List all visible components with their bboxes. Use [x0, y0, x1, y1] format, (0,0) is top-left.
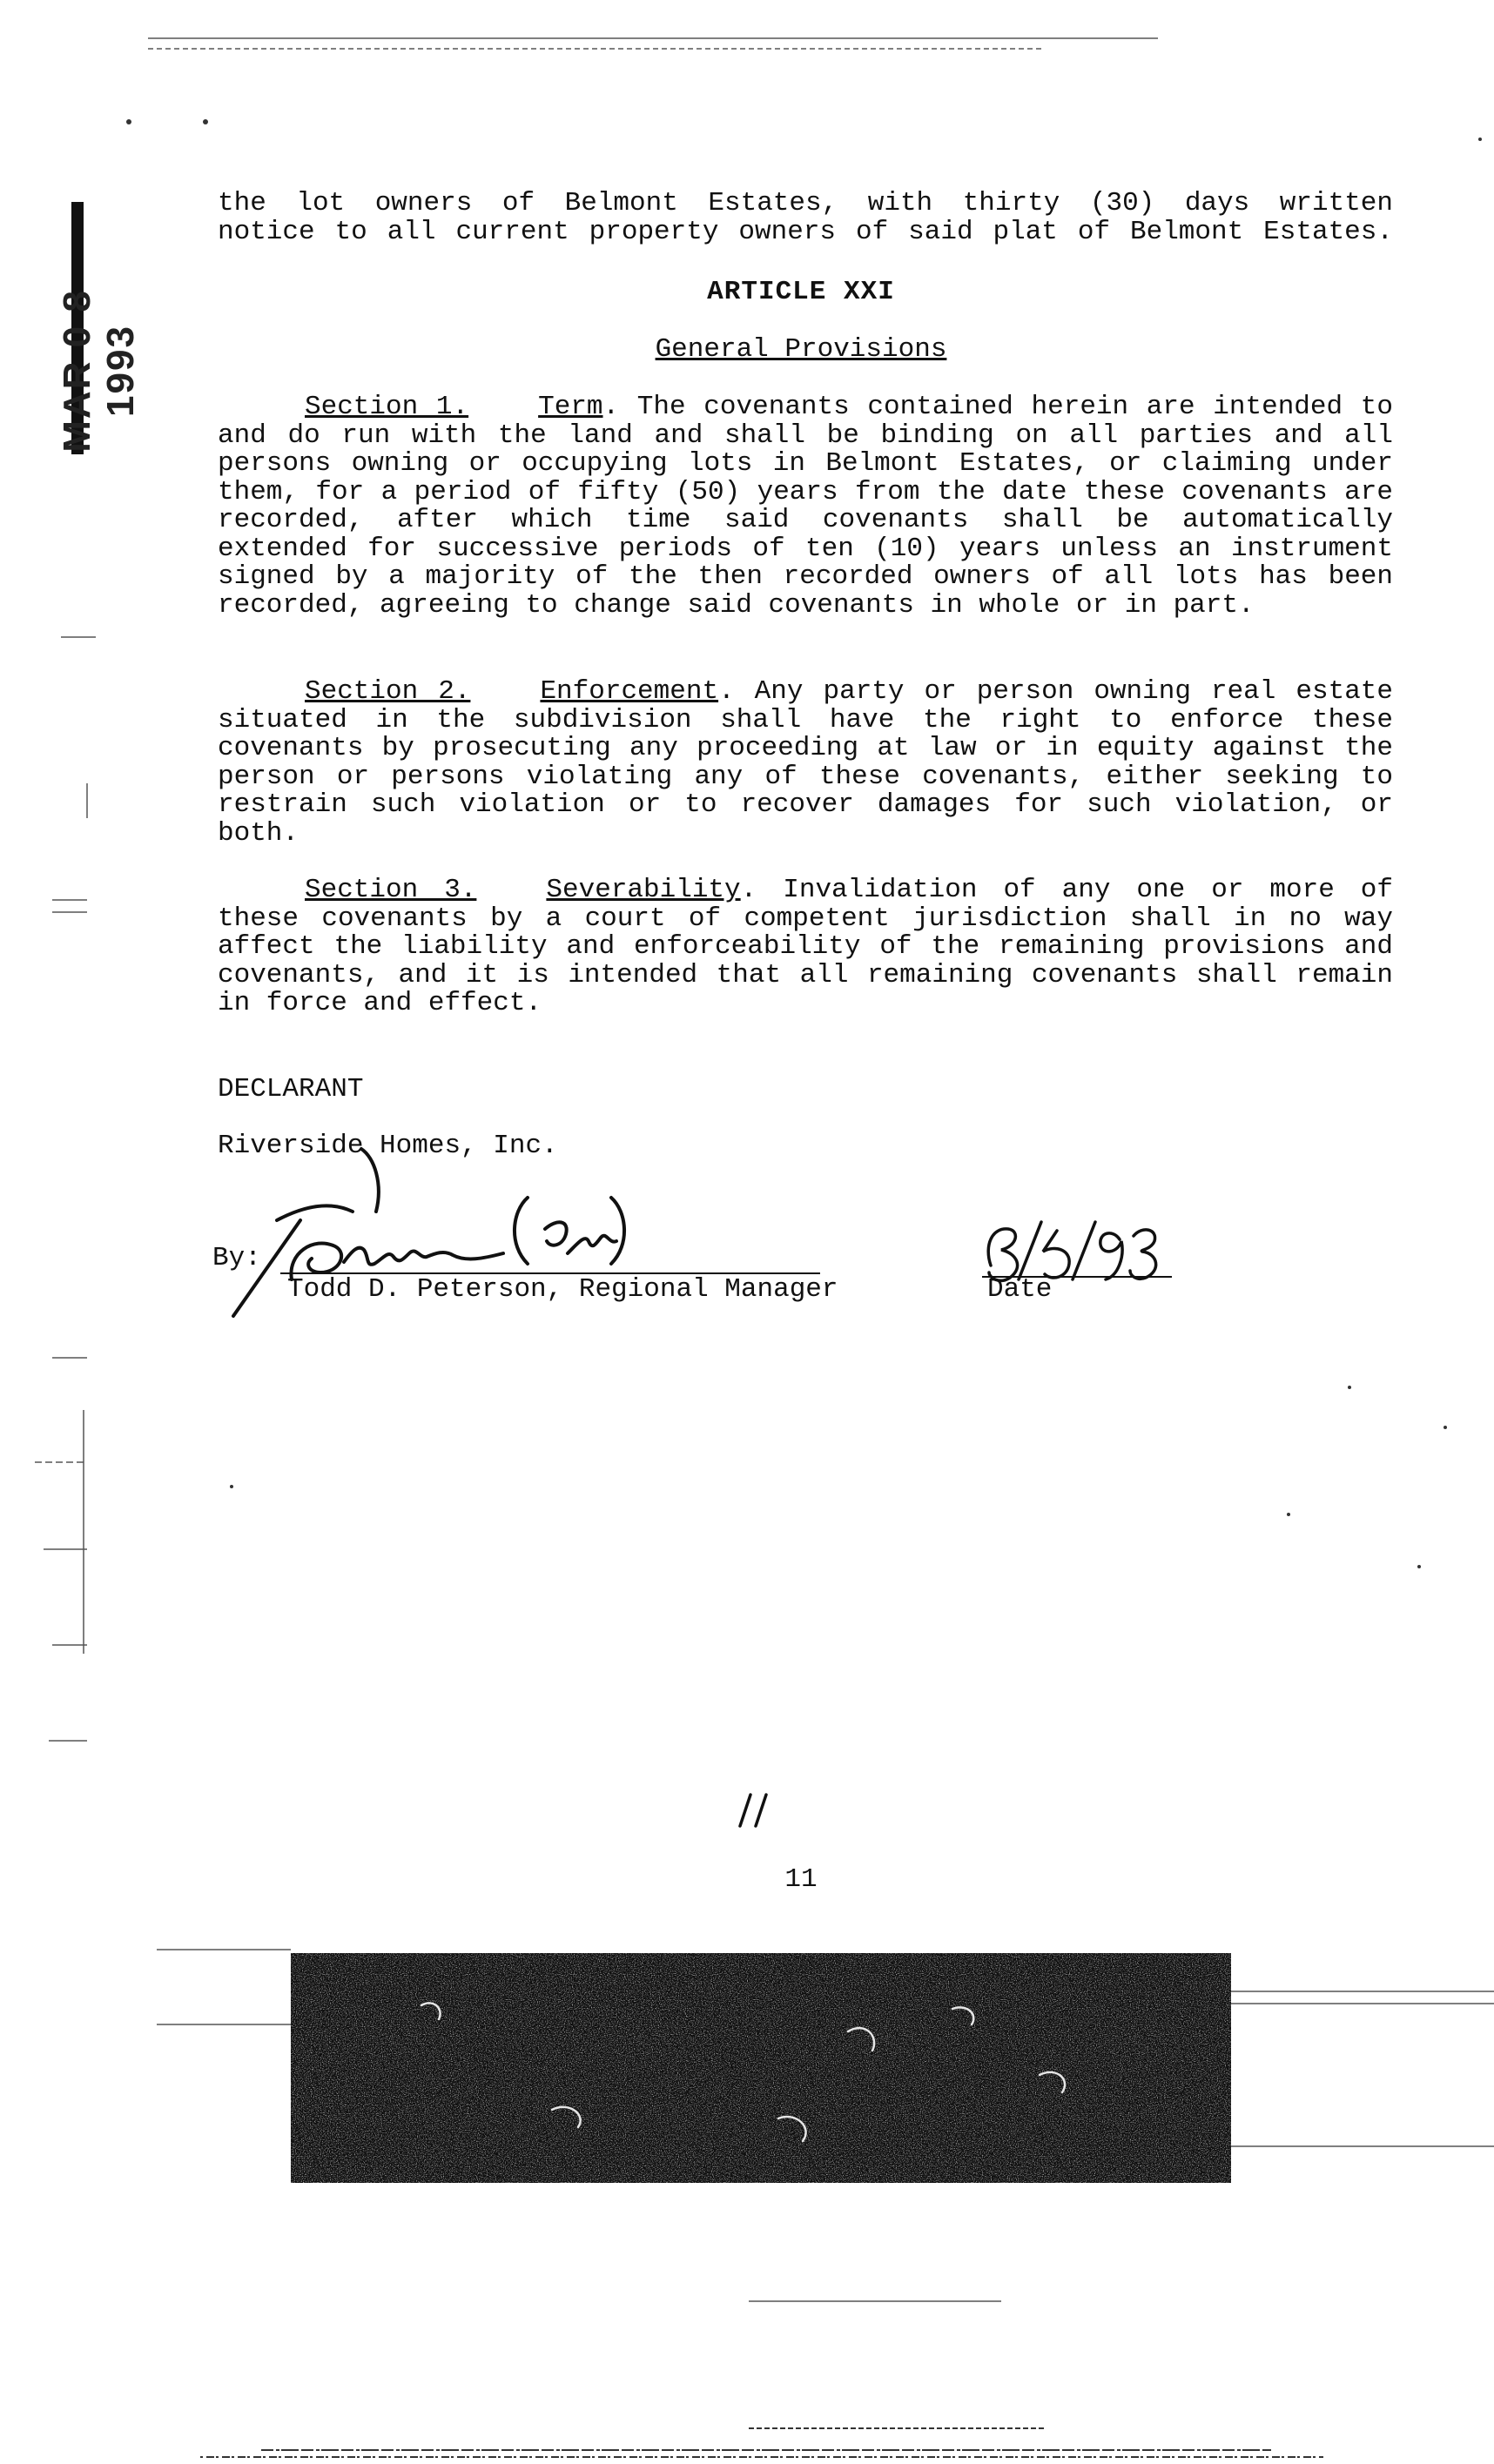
section-1-label: Section 1. [305, 392, 469, 422]
intro-line-1: the lot owners of Belmont Estates, with thirty (30) days written [218, 188, 1393, 218]
signatory-name: Todd D. Peterson, Regional Manager [287, 1274, 838, 1305]
declarant-company: Riverside Homes, Inc. [218, 1131, 558, 1161]
intro-line-2: notice to all current property owners of said plat of Belmont Estates. [218, 217, 1393, 247]
by-label: By: [212, 1243, 261, 1273]
section-3-name: Severability [546, 875, 741, 905]
section-3-body: . Invalidation of any one or more of these covenants by a court of competent jurisdiction shall in no way affect the liability and enforceability of the remaining provisions and covenants, and it is intended that all remaining covenants shall remain in force and effect. [218, 875, 1393, 1018]
section-1-body: . The covenants contained herein are intended to and do run with the land and shall be binding on all parties and all persons owning or occupying lots in Belmont Estates, or claiming under them, for a period of fifty (50) years from the date these covenants are recorded, after which time said covenants shall be automatically extended for successive periods of ten (10) years unless an instrument signed by a majority of the then recorded owners of all lots has been recorded, agreeing to change said covenants in whole or in part. [218, 392, 1393, 621]
article-heading: ARTICLE XXI [707, 277, 895, 307]
section-3-label: Section 3. [305, 875, 477, 905]
page-number: 11 [784, 1864, 818, 1895]
article-title: General Provisions [655, 334, 947, 365]
section-2-body: . Any party or person owning real estate situated in the subdivision shall have the right to enforce these covenants by prosecuting any proceeding at law or in equity against the person or persons violating any of these covenants, either seeking to restrain such violation or to recover damages for such violation, or both. [218, 676, 1394, 849]
declarant-heading: DECLARANT [218, 1074, 364, 1104]
section-1-name: Term [538, 392, 603, 422]
date-label: Date [987, 1274, 1053, 1305]
section-2-label: Section 2. [305, 676, 471, 707]
section-2-name: Enforcement [540, 676, 719, 707]
received-date-stamp: MAR 0 8 1993 [56, 289, 142, 453]
